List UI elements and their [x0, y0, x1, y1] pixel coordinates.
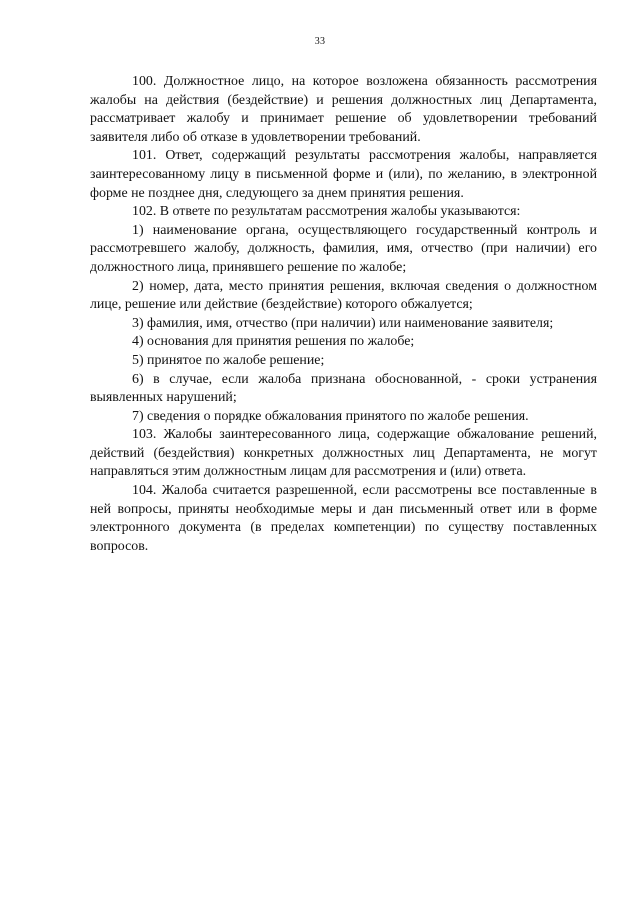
paragraph-103: 103. Жалобы заинтересованного лица, содержащие обжалование решений, действий (бездействия) конкретных должностных лиц Департамента, не могут направляться этим должностным лицам для рассмотрения и (или) ответа.: [90, 427, 597, 480]
paragraph-100: 100. Должностное лицо, на которое возложена обязанность рассмотрения жалобы на действия (бездействие) и решения должностных лиц Департамента, рассматривает жалобу и принимает решение об удовлетворении требований заявителя либо об отказе в удовлетворении требований.: [90, 74, 597, 145]
document-body: [90, 73, 597, 556]
list-item-7: 7) сведения о порядке обжалования принятого по жалобе решения.: [132, 408, 529, 424]
paragraph-104: 104. Жалоба считается разрешенной, если рассмотрены все поставленные в ней вопросы, приняты необходимые меры и дан письменный ответ или в форме электронного документа (в пределах компетенции) по существу поставленных вопросов.: [90, 483, 597, 554]
list-item-6: 6) в случае, если жалоба признана обоснованной, - сроки устранения выявленных нарушений;: [90, 371, 597, 406]
page-number: 33: [314, 36, 326, 47]
paragraph-102: 102. В ответе по результатам рассмотрения жалобы указываются:: [132, 204, 521, 220]
list-item-3: 3) фамилия, имя, отчество (при наличии) или наименование заявителя;: [132, 315, 554, 331]
list-item-2: 2) номер, дата, место принятия решения, включая сведения о должностном лице, решение или действие (бездействие) которого обжалуется;: [90, 278, 597, 313]
list-item-1: 1) наименование органа, осуществляющего государственный контроль и рассмотревшего жалобу, должность, фамилия, имя, отчество (при наличии) его должностного лица, принявшего решение по жалобе;: [90, 222, 597, 275]
list-item-5: 5) принятое по жалобе решение;: [132, 352, 325, 368]
list-item-4: 4) основания для принятия решения по жалобе;: [132, 334, 415, 350]
paragraph-101: 101. Ответ, содержащий результаты рассмотрения жалобы, направляется заинтересованному лицу в письменной форме и (или), по желанию, в электронной форме не позднее дня, следующего за днем принятия решения.: [90, 148, 597, 201]
